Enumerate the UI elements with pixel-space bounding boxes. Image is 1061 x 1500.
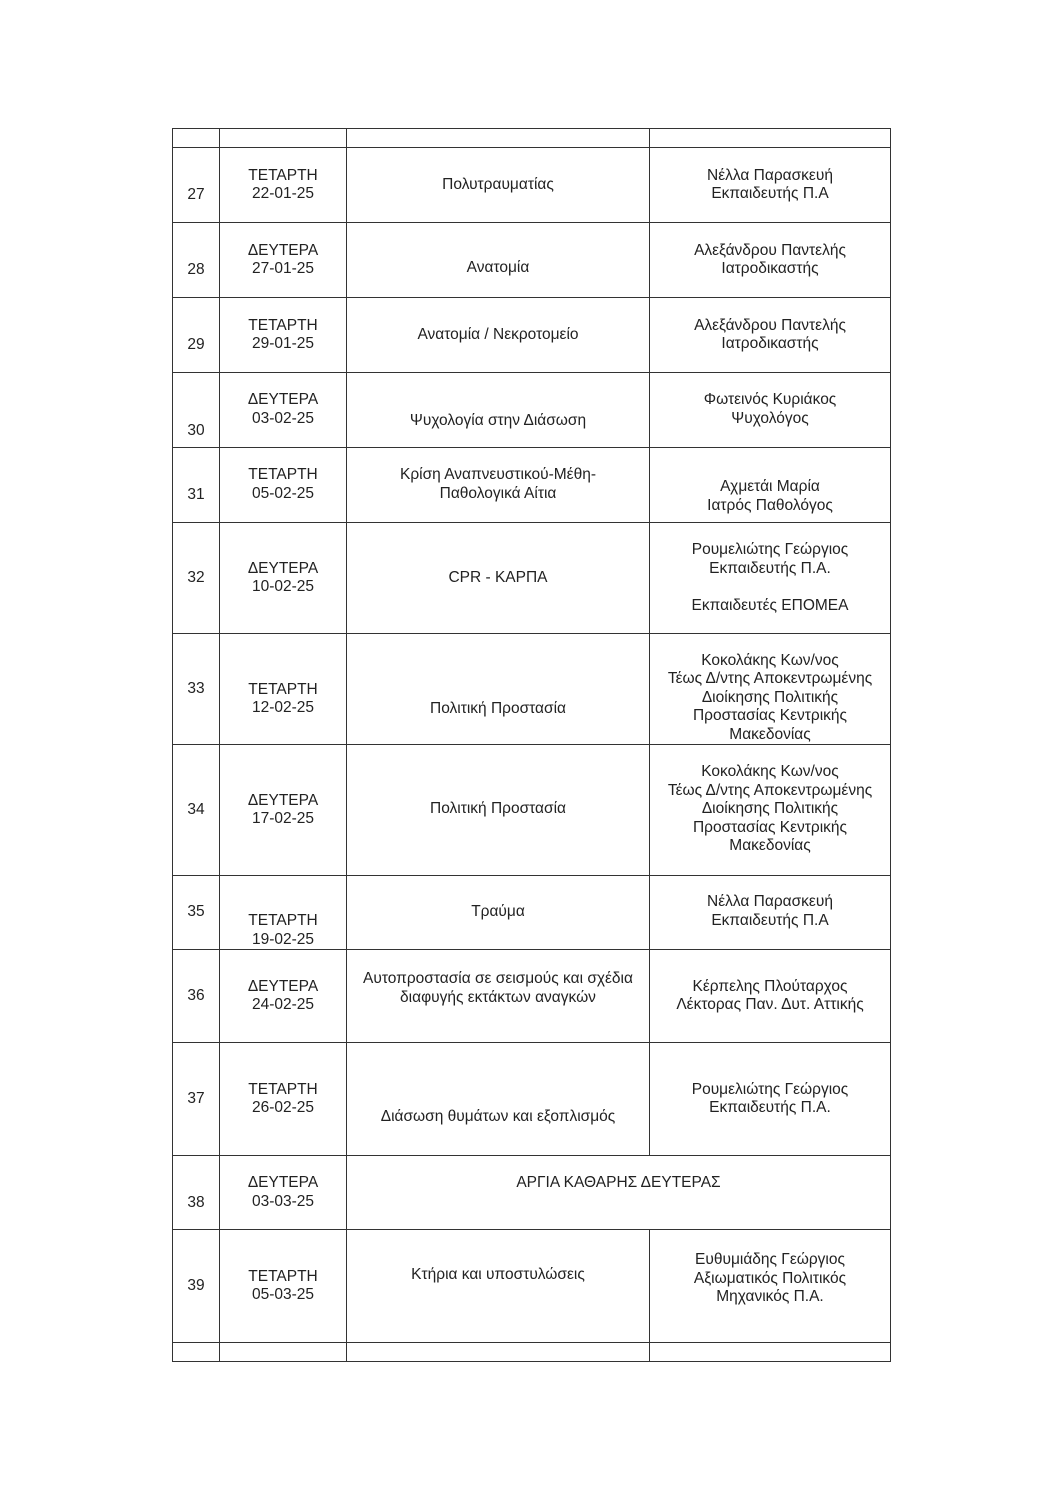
date-cell (220, 223, 347, 298)
instructor: Φωτεινός Κυριάκος Ψυχολόγος (650, 373, 891, 448)
topic: CPR - ΚΑΡΠΑ (347, 523, 650, 634)
day-name: ΤΕΤΑΡΤΗ (248, 1080, 318, 1098)
instructor: Ρουμελιώτης Γεώργιος Εκπαιδευτής Π.Α. (650, 1043, 891, 1156)
row-number: 35 (173, 876, 220, 950)
row-number: 39 (173, 1230, 220, 1343)
day-name: ΤΕΤΑΡΤΗ (248, 166, 318, 184)
topic: Κτήρια και υποστυλώσεις (347, 1230, 650, 1343)
row-number: 28 (173, 223, 220, 298)
topic: Ανατομία (347, 223, 650, 298)
table-row (173, 1156, 891, 1230)
date: 03-03-25 (251, 1192, 315, 1210)
date-cell (220, 634, 347, 745)
date: 05-02-25 (251, 484, 315, 502)
empty-cell (347, 129, 650, 148)
holiday-notice: ΑΡΓΙΑ ΚΑΘΑΡΗΣ ΔΕΥΤΕΡΑΣ (347, 1156, 891, 1230)
empty-cell (173, 129, 220, 148)
date-cell (220, 373, 347, 448)
topic: Πολιτική Προστασία (347, 745, 650, 876)
date: 12-02-25 (251, 699, 315, 716)
empty-cell (173, 1343, 220, 1362)
row-number: 34 (173, 745, 220, 876)
date-cell (220, 448, 347, 523)
date: 03-02-25 (251, 409, 315, 427)
day-name: ΤΕΤΑΡΤΗ (248, 680, 318, 698)
day-name: ΤΕΤΑΡΤΗ (248, 316, 318, 334)
topic: Ανατομία / Νεκροτομείο (347, 298, 650, 373)
date: 10-02-25 (251, 578, 315, 595)
date: 27-01-25 (251, 260, 315, 277)
date-cell (220, 1156, 347, 1230)
date-cell (220, 298, 347, 373)
table-row (173, 373, 891, 448)
instructor: Αλεξάνδρου Παντελής Ιατροδικαστής (650, 298, 891, 373)
instructor: Κέρπελης Πλούταρχος Λέκτορας Παν. Δυτ. Αττικής (650, 950, 891, 1043)
row-number: 32 (173, 523, 220, 634)
table-row (173, 148, 891, 223)
table-row (173, 634, 891, 745)
row-number: 38 (173, 1156, 220, 1230)
day-name: ΤΕΤΑΡΤΗ (248, 1267, 318, 1285)
empty-cell (220, 1343, 347, 1362)
date-cell (220, 876, 347, 950)
date-cell (220, 1230, 347, 1343)
instructor: Κοκολάκης Κων/νος Τέως Δ/ντης Αποκεντρωμένης Διοίκησης Πολιτικής Προστασίας Κεντρικής Μακεδονίας (650, 745, 891, 876)
instructor: Κοκολάκης Κων/νος Τέως Δ/ντης Αποκεντρωμένης Διοίκησης Πολιτικής Προστασίας Κεντρικής Μακεδονίας (650, 634, 891, 745)
instructor: Ευθυμιάδης Γεώργιος Αξιωματικός Πολιτικός Μηχανικός Π.Α. (650, 1230, 891, 1343)
empty-cell (220, 129, 347, 148)
instructor: Νέλλα Παρασκευή Εκπαιδευτής Π.Α (650, 148, 891, 223)
day-name: ΔΕΥΤΕΡΑ (247, 559, 319, 577)
row-number: 36 (173, 950, 220, 1043)
empty-cell (650, 129, 891, 148)
empty-cell (650, 1343, 891, 1362)
date: 26-02-25 (251, 1099, 315, 1116)
topic: Πολυτραυματίας (347, 148, 650, 223)
table-row (173, 523, 891, 634)
row-number: 37 (173, 1043, 220, 1156)
date: 29-01-25 (251, 335, 315, 352)
table-row (173, 1230, 891, 1343)
instructor: Αλεξάνδρου Παντελής Ιατροδικαστής (650, 223, 891, 298)
topic: Αυτοπροστασία σε σεισμούς και σχέδια διαφυγής εκτάκτων αναγκών (347, 950, 650, 1043)
day-name: ΔΕΥΤΕΡΑ (247, 977, 319, 995)
table-row (173, 448, 891, 523)
table-row (173, 1043, 891, 1156)
date: 19-02-25 (251, 930, 315, 948)
day-name: ΔΕΥΤΕΡΑ (247, 391, 319, 408)
day-name: ΔΕΥΤΕΡΑ (247, 1174, 319, 1191)
date-cell (220, 745, 347, 876)
row-number: 30 (173, 373, 220, 448)
day-name: ΤΕΤΑΡΤΗ (248, 466, 318, 483)
empty-cell (347, 1343, 650, 1362)
schedule-table (172, 128, 891, 1362)
topic: Τραύμα (347, 876, 650, 950)
row-number: 29 (173, 298, 220, 373)
day-name: ΤΕΤΑΡΤΗ (248, 912, 318, 929)
date: 22-01-25 (251, 185, 315, 202)
date: 05-03-25 (251, 1286, 315, 1303)
table-bottom-empty-row (173, 1343, 891, 1362)
topic: Πολιτική Προστασία (347, 634, 650, 745)
topic: Διάσωση θυμάτων και εξοπλισμός (347, 1043, 650, 1156)
day-name: ΔΕΥΤΕΡΑ (247, 241, 319, 259)
instructor: Αχμετάι Μαρία Ιατρός Παθολόγος (650, 448, 891, 523)
topic: Κρίση Αναπνευστικού-Μέθη- Παθολογικά Αίτια (347, 448, 650, 523)
table-row (173, 876, 891, 950)
date-cell (220, 1043, 347, 1156)
date-cell (220, 148, 347, 223)
instructor: Νέλλα Παρασκευή Εκπαιδευτής Π.Α (650, 876, 891, 950)
date-cell (220, 523, 347, 634)
day-name: ΔΕΥΤΕΡΑ (247, 791, 319, 809)
date: 24-02-25 (251, 996, 315, 1013)
table-row (173, 745, 891, 876)
row-number: 27 (173, 148, 220, 223)
table-row (173, 298, 891, 373)
date: 17-02-25 (251, 810, 315, 827)
table-top-empty-row (173, 129, 891, 148)
row-number: 33 (173, 634, 220, 745)
row-number: 31 (173, 448, 220, 523)
table-row (173, 223, 891, 298)
instructor: Ρουμελιώτης Γεώργιος Εκπαιδευτής Π.Α. Εκπαιδευτές ΕΠΟΜΕΑ (650, 523, 891, 634)
topic: Ψυχολογία στην Διάσωση (347, 373, 650, 448)
date-cell (220, 950, 347, 1043)
table-row (173, 950, 891, 1043)
